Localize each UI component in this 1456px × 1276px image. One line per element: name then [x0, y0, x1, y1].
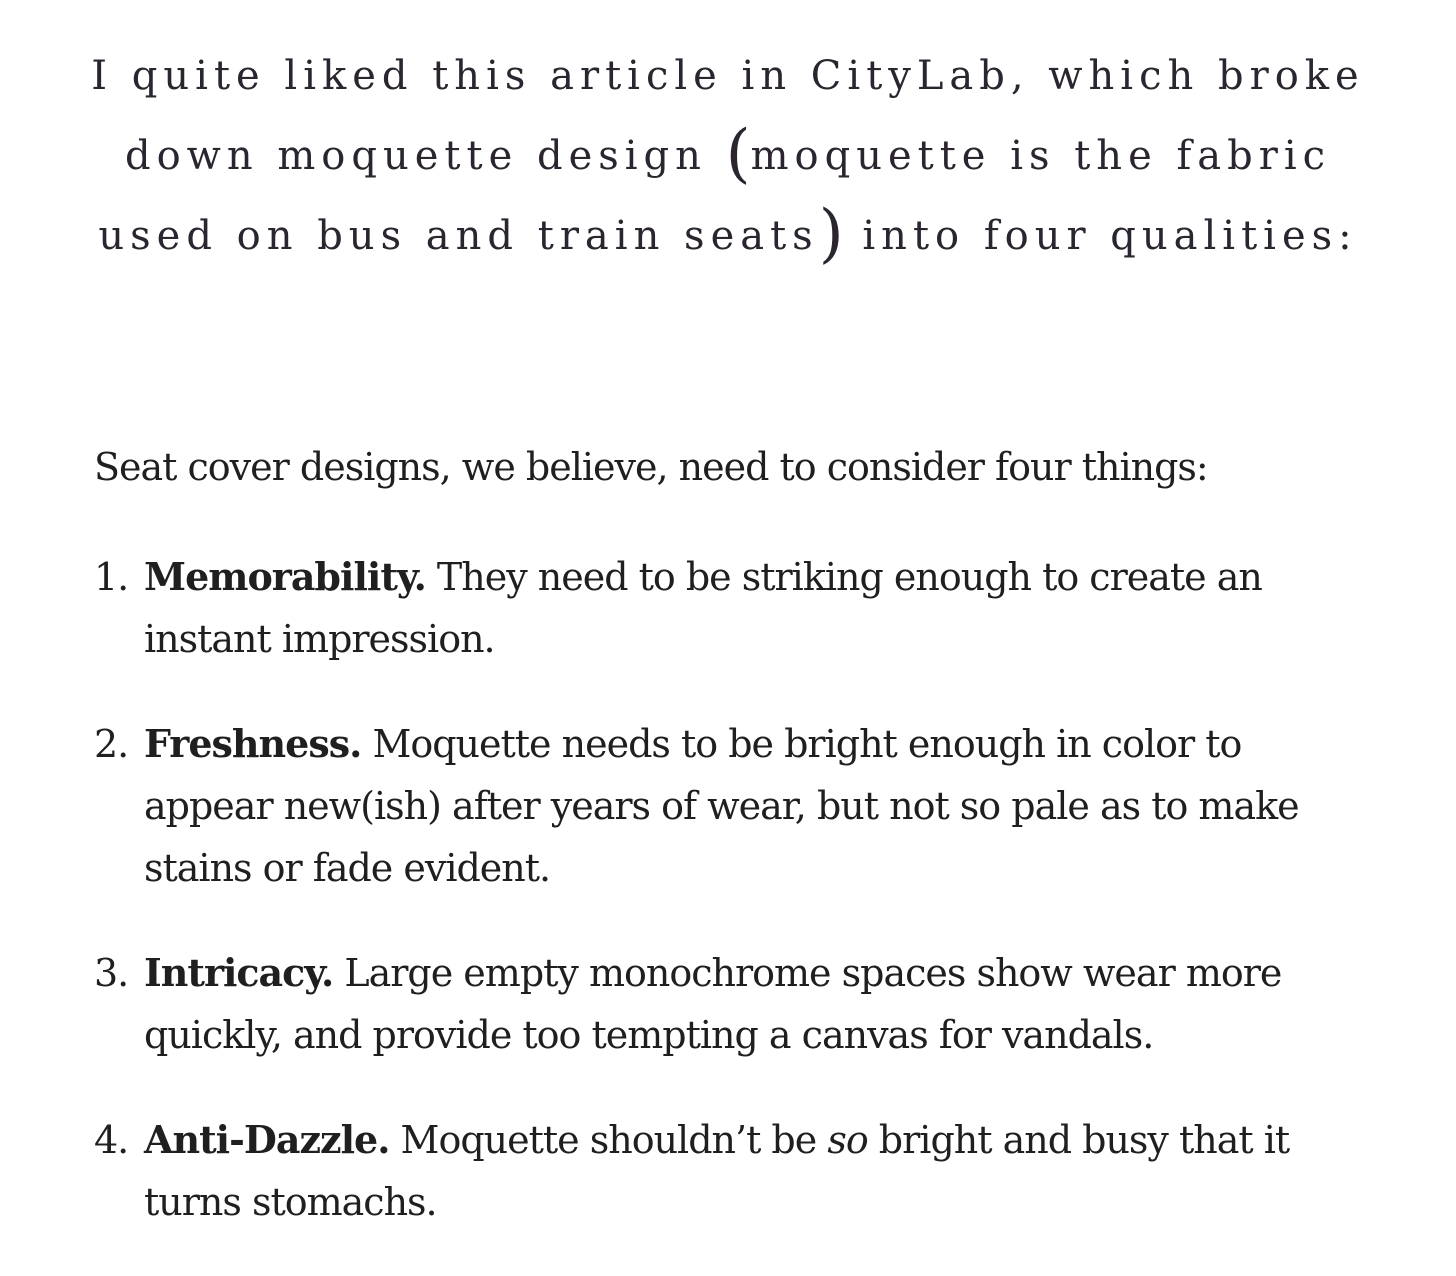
caption-line-2-end: moquette is the fabric [750, 133, 1332, 179]
item-line [144, 1109, 1394, 1171]
item-term: Anti-Dazzle. [144, 1117, 390, 1162]
caption-line-2 [60, 116, 1396, 196]
close-parenthesis: ) [818, 197, 844, 271]
item-term: Intricacy. [144, 950, 334, 995]
item-number: 2. [94, 722, 129, 766]
item-line: turns stomachs. [144, 1180, 437, 1224]
item-text: bright and busy that it [867, 1118, 1290, 1162]
item-line: quickly, and provide too tempting a canvas for vandals. [144, 1013, 1154, 1057]
caption-line-3-end: into four qualities: [843, 213, 1358, 259]
item-text: Large empty monochrome spaces show wear more [333, 951, 1282, 995]
list-item [94, 1109, 1394, 1233]
caption-line-3-start: used on bus and train seats [98, 213, 819, 259]
caption-line-3 [60, 196, 1396, 276]
item-line: appear new(ish) after years of wear, but not so pale as to make [144, 784, 1299, 828]
open-parenthesis: ( [725, 117, 751, 191]
item-number: 1. [94, 555, 129, 599]
qualities-list [94, 546, 1394, 1233]
list-item [94, 942, 1394, 1066]
item-text: They need to be striking enough to create an [425, 555, 1262, 599]
item-line [144, 942, 1394, 1004]
item-line [144, 546, 1394, 608]
excerpt-intro: Seat cover designs, we believe, need to consider four things: [94, 445, 1208, 489]
item-term: Memorability. [144, 554, 426, 599]
item-text: Moquette needs to be bright enough in color to [361, 722, 1242, 766]
item-number: 3. [94, 951, 129, 995]
item-line: stains or fade evident. [144, 846, 551, 890]
item-line: instant impression. [144, 617, 495, 661]
caption-line-2-start: down moquette design [124, 133, 726, 179]
item-term: Freshness. [144, 721, 362, 766]
caption-line-1: I quite liked this article in CityLab, which broke [91, 53, 1365, 99]
caption [60, 36, 1396, 276]
list-item [94, 546, 1394, 670]
item-number: 4. [94, 1118, 129, 1162]
item-emphasis: so [827, 1118, 868, 1162]
list-item [94, 713, 1394, 899]
quoted-excerpt [94, 436, 1394, 1233]
item-text: Moquette shouldn’t be [389, 1118, 828, 1162]
item-line [144, 713, 1394, 775]
